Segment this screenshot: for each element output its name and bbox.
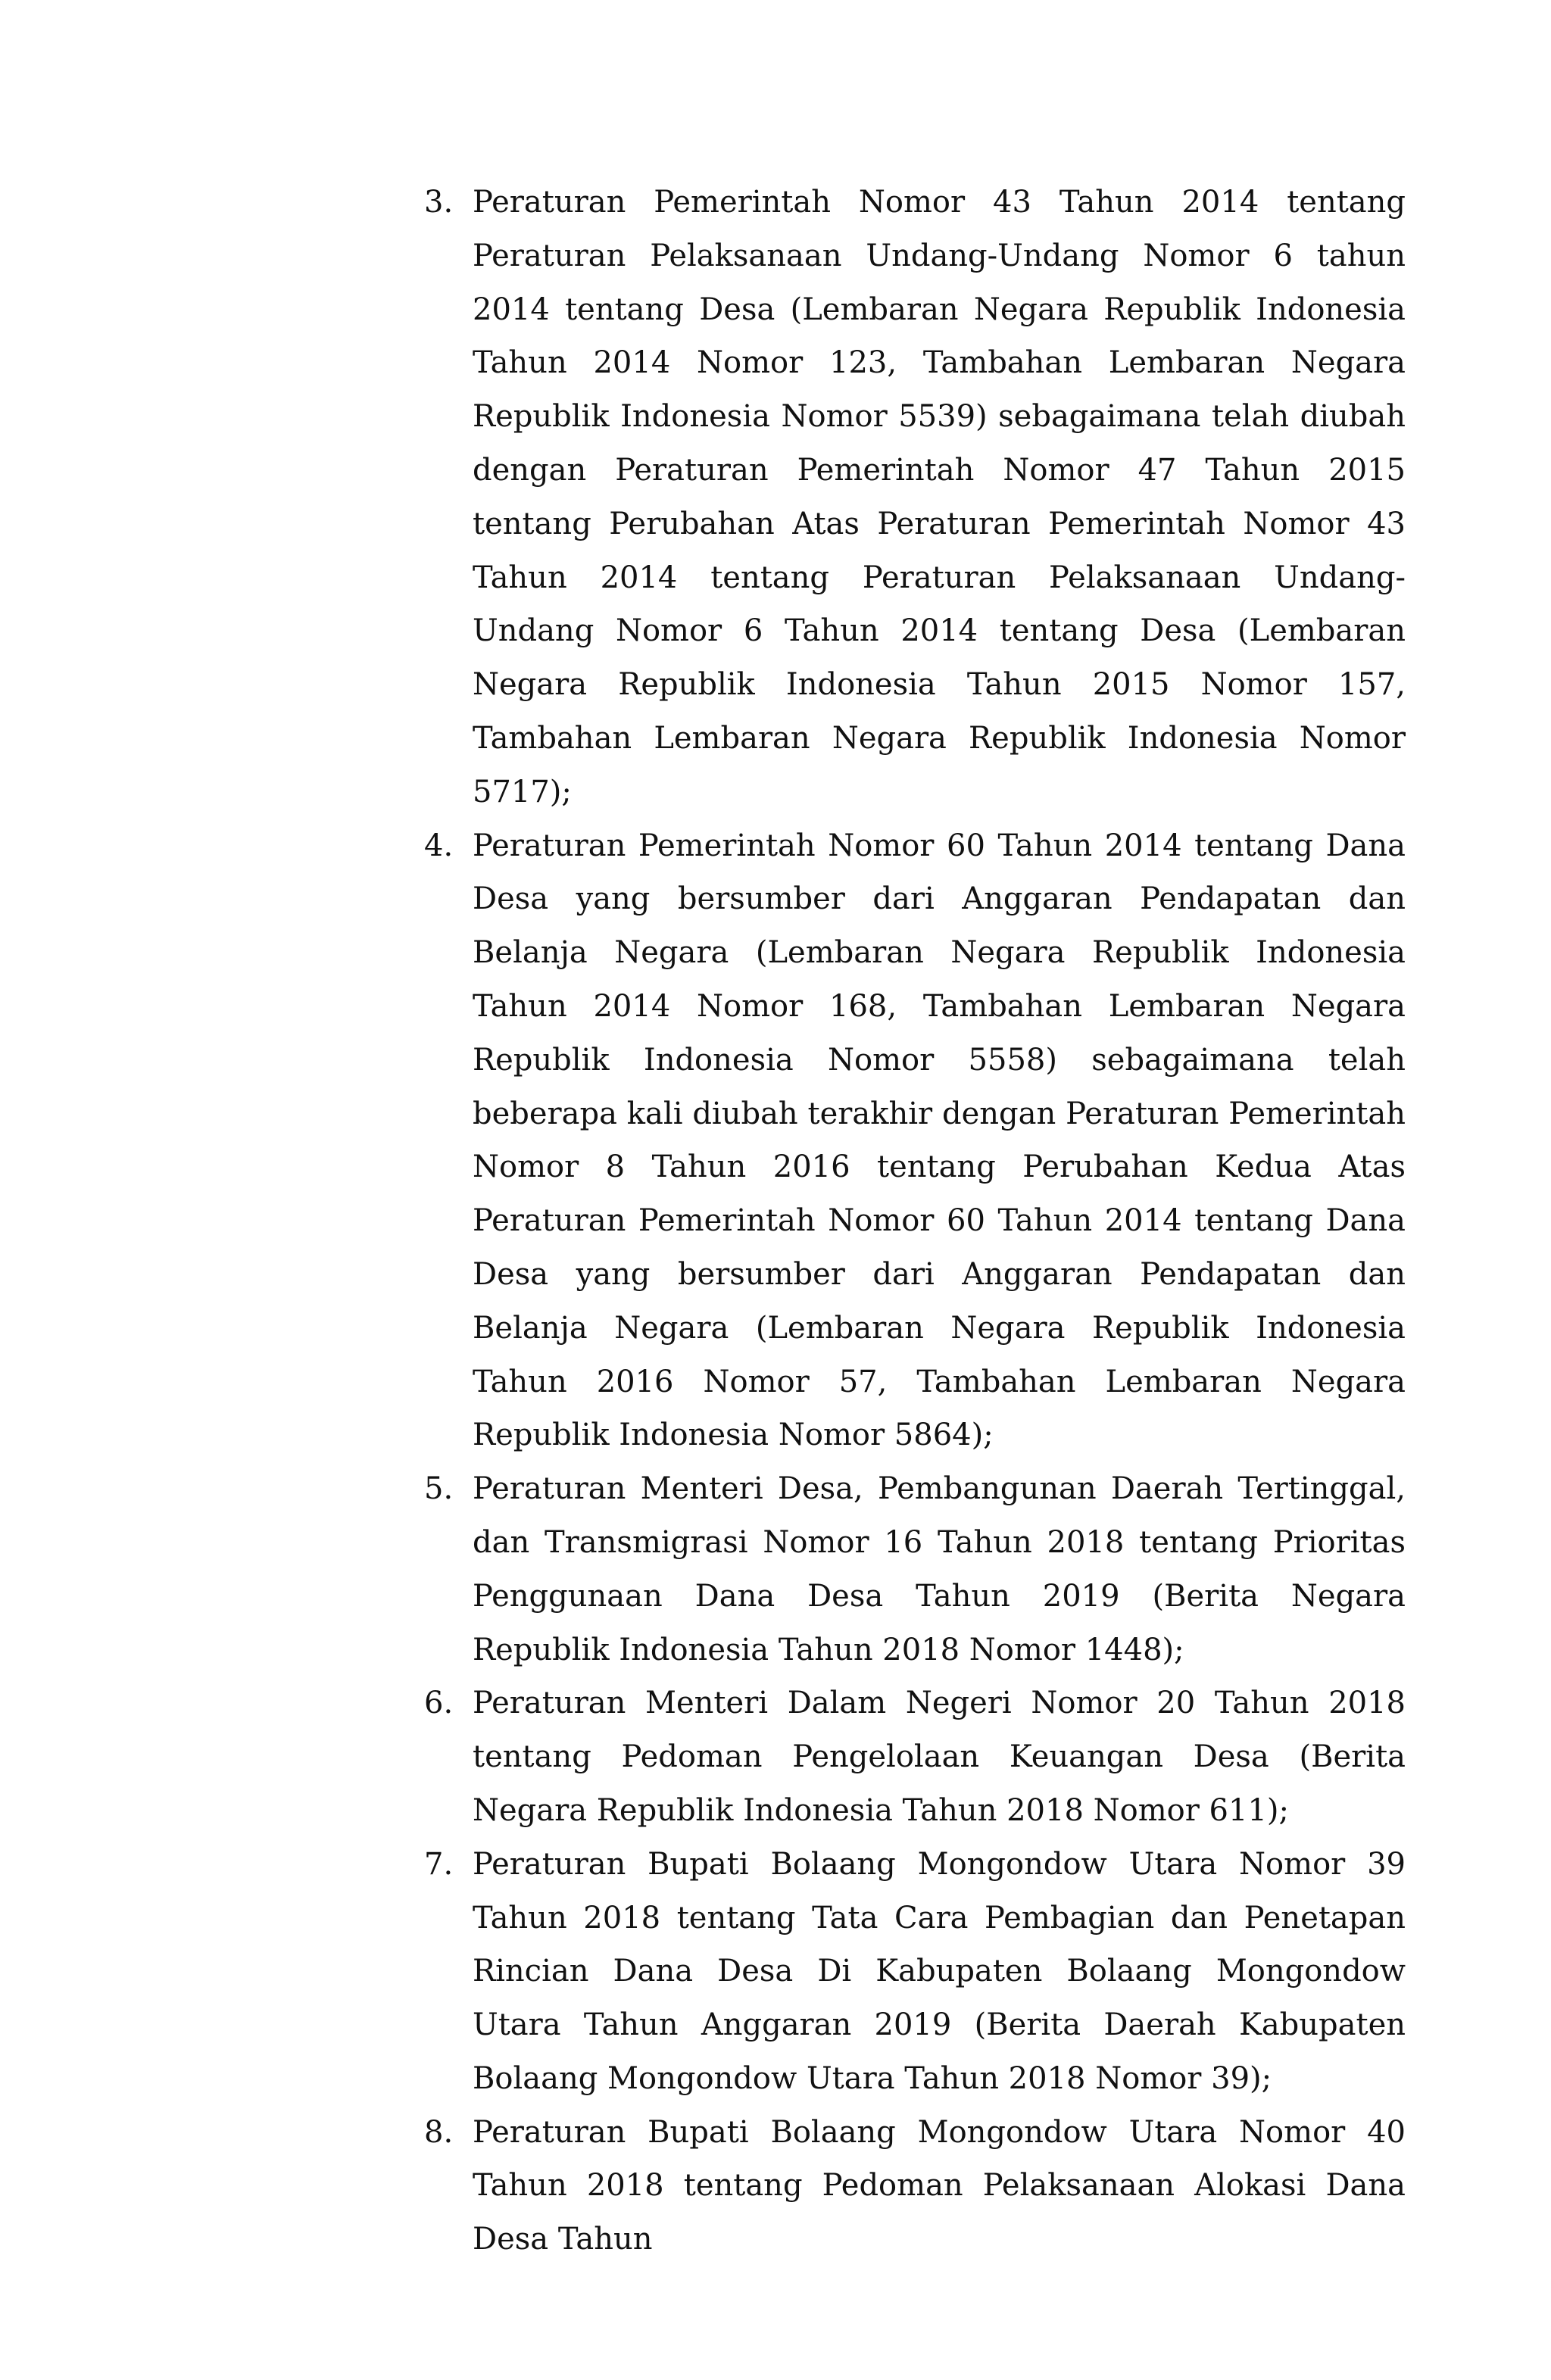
list-item xyxy=(424,176,1406,819)
list-item-number: 4. xyxy=(424,828,454,863)
list-item-text: Peraturan Pemerintah Nomor 60 Tahun 2014 tentang Dana Desa yang bersumber dari Anggaran Pendapatan dan Belanja Negara (Lembaran Negara Republik Indonesia Tahun 2014 Nomor 168, Tambahan Lembaran Negara Republik Indonesia Nomor 5558) sebagaimana telah beberapa kali diubah terakhir dengan Peraturan Pemerintah Nomor 8 Tahun 2016 tentang Perubahan Kedua Atas Peraturan Pemerintah Nomor 60 Tahun 2014 tentang Dana Desa yang bersumber dari Anggaran Pendapatan dan Belanja Negara (Lembaran Negara Republik Indonesia Tahun 2016 Nomor 57, Tambahan Lembaran Negara Republik Indonesia Nomor 5864); xyxy=(473,828,1406,1453)
list-item xyxy=(424,1677,1406,1837)
list-item-number: 7. xyxy=(424,1846,454,1882)
list-item xyxy=(424,1838,1406,2106)
list-item xyxy=(424,1462,1406,1677)
list-item xyxy=(424,2106,1406,2266)
list-item-number: 3. xyxy=(424,185,454,220)
list-item-number: 8. xyxy=(424,2114,454,2150)
list-item-text: Peraturan Pemerintah Nomor 43 Tahun 2014 tentang Peraturan Pelaksanaan Undang-Undang Nomor 6 tahun 2014 tentang Desa (Lembaran Negara Republik Indonesia Tahun 2014 Nomor 123, Tambahan Lembaran Negara Republik Indonesia Nomor 5539) sebagaimana telah diubah dengan Peraturan Pemerintah Nomor 47 Tahun 2015 tentang Perubahan Atas Peraturan Pemerintah Nomor 43 Tahun 2014 tentang Peraturan Pelaksanaan Undang-Undang Nomor 6 Tahun 2014 tentang Desa (Lembaran Negara Republik Indonesia Tahun 2015 Nomor 157, Tambahan Lembaran Negara Republik Indonesia Nomor 5717); xyxy=(473,185,1406,809)
list-item-text: Peraturan Bupati Bolaang Mongondow Utara Nomor 40 Tahun 2018 tentang Pedoman Pelaksanaan Alokasi Dana Desa Tahun xyxy=(473,2114,1406,2257)
list-item-text: Peraturan Menteri Desa, Pembangunan Daerah Tertinggal, dan Transmigrasi Nomor 16 Tahun 2018 tentang Prioritas Penggunaan Dana Desa Tahun 2019 (Berita Negara Republik Indonesia Tahun 2018 Nomor 1448); xyxy=(473,1471,1406,1667)
list-item-text: Peraturan Bupati Bolaang Mongondow Utara Nomor 39 Tahun 2018 tentang Tata Cara Pembagian dan Penetapan Rincian Dana Desa Di Kabupaten Bolaang Mongondow Utara Tahun Anggaran 2019 (Berita Daerah Kabupaten Bolaang Mongondow Utara Tahun 2018 Nomor 39); xyxy=(473,1846,1406,2096)
list-item-number: 5. xyxy=(424,1471,454,1507)
legal-basis-list xyxy=(424,176,1406,2266)
list-item-number: 6. xyxy=(424,1686,454,1721)
list-item-text: Peraturan Menteri Dalam Negeri Nomor 20 Tahun 2018 tentang Pedoman Pengelolaan Keuangan Desa (Berita Negara Republik Indonesia Tahun 2018 Nomor 611); xyxy=(473,1686,1406,1828)
list-item xyxy=(424,819,1406,1463)
